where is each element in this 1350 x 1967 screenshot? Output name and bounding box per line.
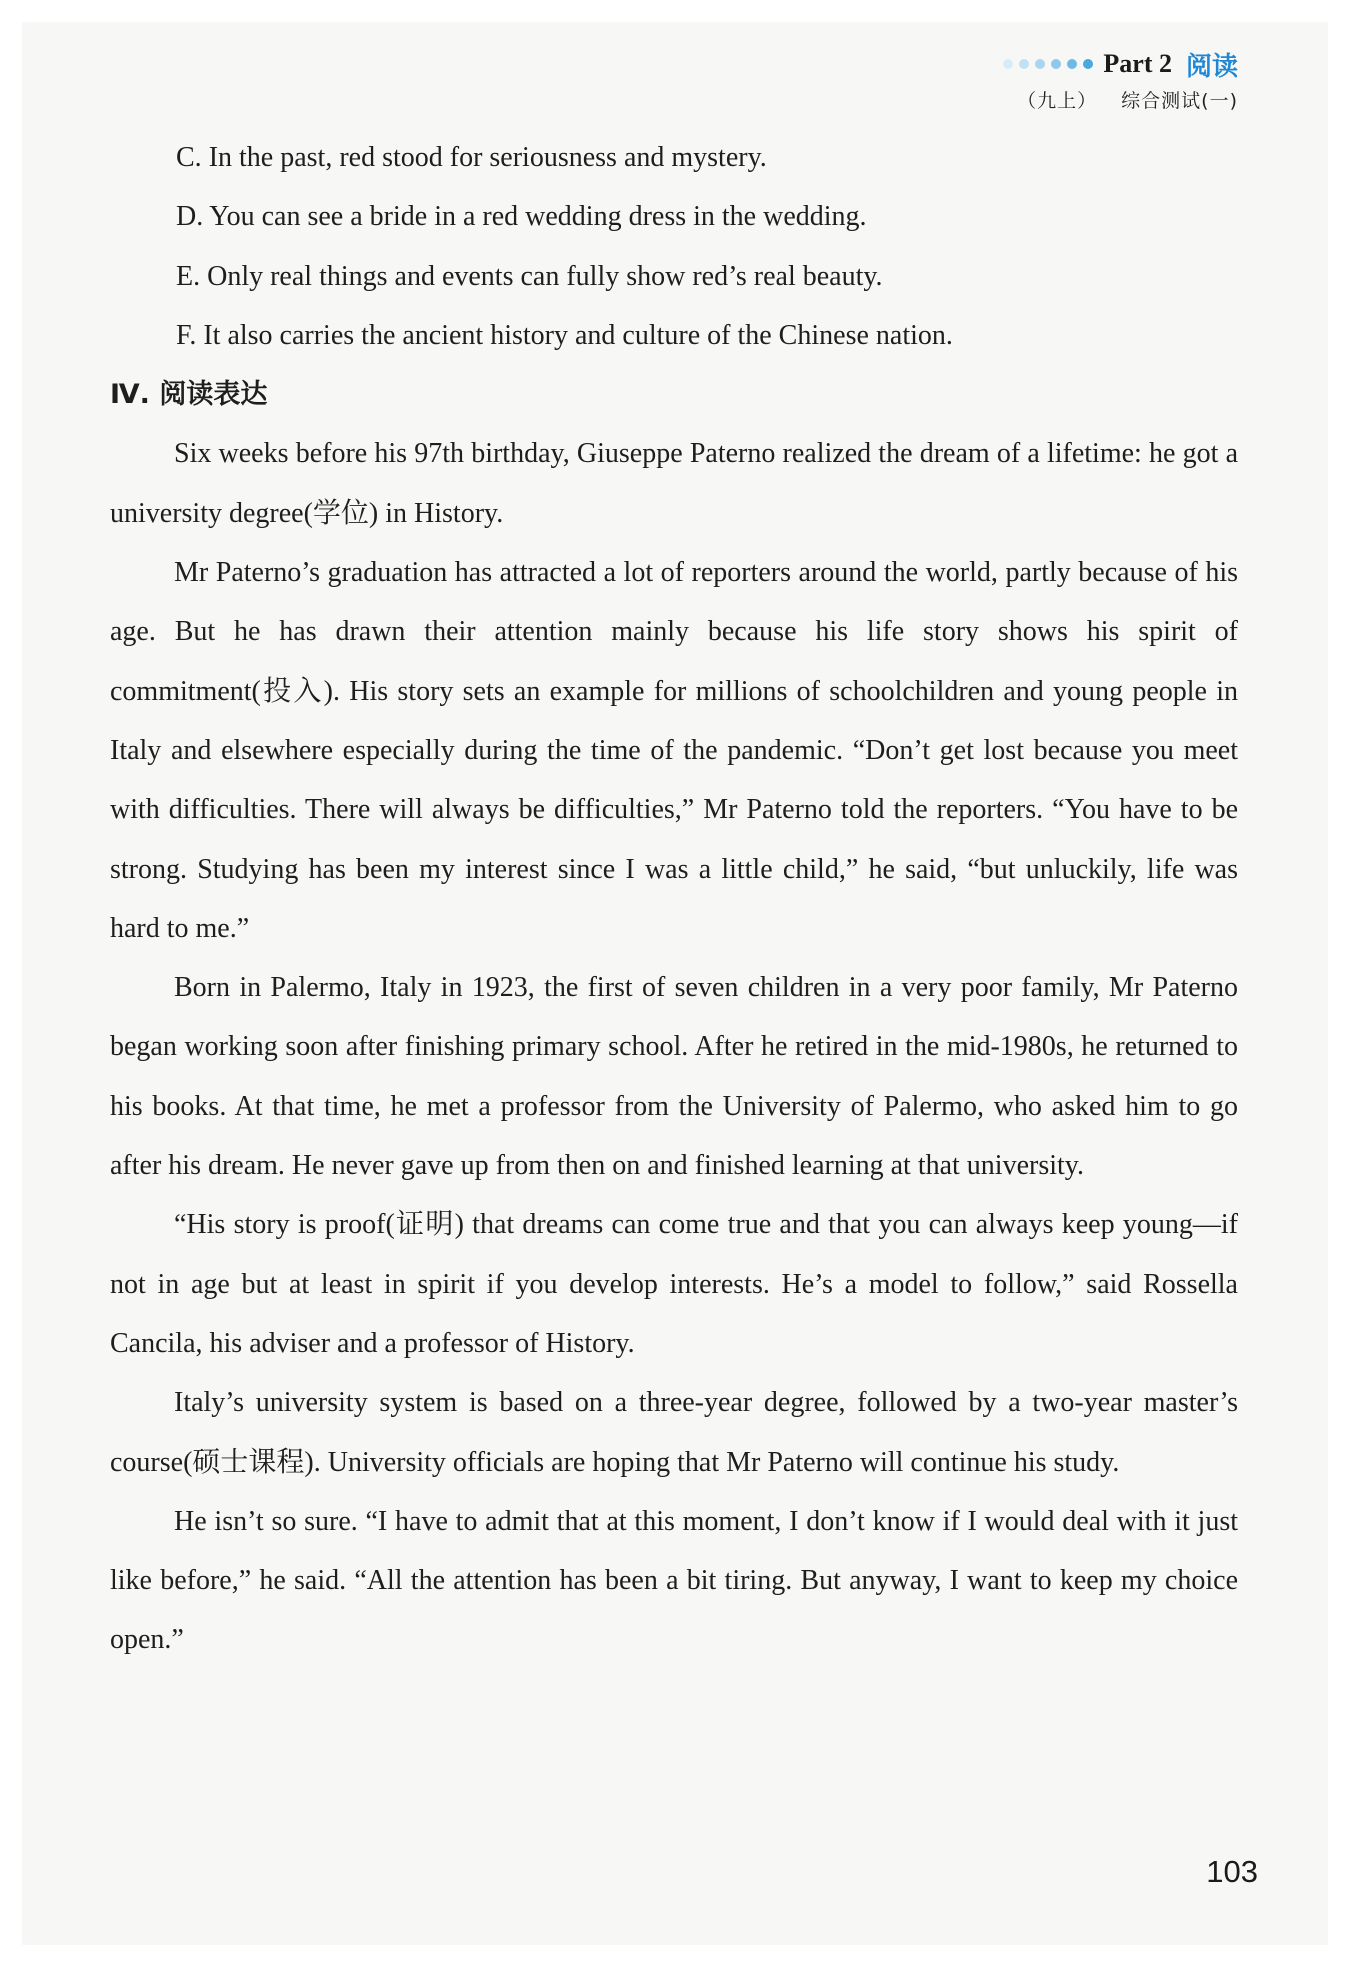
test-label: 综合测试(一) [1121, 90, 1238, 112]
dot-icon [1083, 59, 1093, 69]
dot-icon [1051, 59, 1061, 69]
passage-paragraph: “His story is proof(证明) that dreams can come true and that you can always keep young—if not in age but at least in spirit if you develop interests. He’s a model to follow,” said Rossella Cancila, his adviser and a professor of History. [110, 1209, 1238, 1359]
dot-icon [1035, 59, 1045, 69]
header-subtitle [1003, 86, 1238, 113]
dot-icon [1067, 59, 1077, 69]
section-heading: Ⅳ. 阅读表达 [110, 379, 268, 411]
passage-paragraph: He isn’t so sure. “I have to admit that at this moment, I don’t know if I would deal with it just like before,” he said. “All the attention has been a bit tiring. But anyway, I want to keep my choice open.” [110, 1505, 1238, 1656]
page-header [1003, 44, 1238, 113]
grade-label: （九上） [1017, 90, 1098, 112]
option-text: You can see a bride in a red wedding dress in the wedding. [209, 201, 867, 233]
passage-paragraph: Mr Paterno’s graduation has attracted a lot of reporters around the world, partly because of his age. But he has drawn their attention mainly because his life story shows his spirit of commitment(投入). His story sets an example for millions of schoolchildren and young people in Italy and elsewhere especially during the time of the pandemic. “Don’t get lost because you meet with difficulties. There will always be difficulties,” Mr Paterno told the reporters. “You have to be strong. Studying has been my interest since I was a little child,” he said, “but unluckily, life was hard to me.” [110, 557, 1238, 944]
passage-paragraph: Six weeks before his 97th birthday, Giuseppe Paterno realized the dream of a lifetime: he got a university degree(学位) in History. [110, 438, 1238, 529]
dot-icon [1019, 59, 1029, 69]
option-text: It also carries the ancient history and culture of the Chinese nation. [203, 319, 953, 351]
page-content [110, 128, 1238, 1670]
answer-option [110, 187, 1238, 246]
dot-icon [1003, 59, 1013, 69]
passage-paragraph: Born in Palermo, Italy in 1923, the first of seven children in a very poor family, Mr Paterno began working soon after finishing primary school. After he retired in the mid-1980s, he returned to his books. At that time, he met a professor from the University of Palermo, who asked him to go after his dream. He never gave up from then on and finished learning at that university. [110, 972, 1238, 1182]
answer-option [110, 128, 1238, 187]
passage-paragraph: Italy’s university system is based on a three-year degree, followed by a two-year master’s course(硕士课程). University officials are hoping that Mr Paterno will continue his study. [110, 1387, 1238, 1478]
option-label: E. [176, 260, 201, 292]
option-label: C. [176, 142, 202, 173]
answer-option [110, 247, 1238, 306]
section-label: 阅读 [1185, 51, 1238, 82]
header-top-line [1003, 44, 1238, 84]
answer-option [110, 306, 1238, 365]
decorative-dots [1003, 59, 1093, 69]
option-label: F. [176, 319, 197, 351]
option-text: In the past, red stood for seriousness and mystery. [208, 142, 767, 173]
page-number: 103 [1206, 1854, 1258, 1889]
part-label: Part 2 [1103, 49, 1172, 78]
option-label: D. [176, 201, 204, 233]
option-text: Only real things and events can fully show red’s real beauty. [207, 260, 883, 292]
